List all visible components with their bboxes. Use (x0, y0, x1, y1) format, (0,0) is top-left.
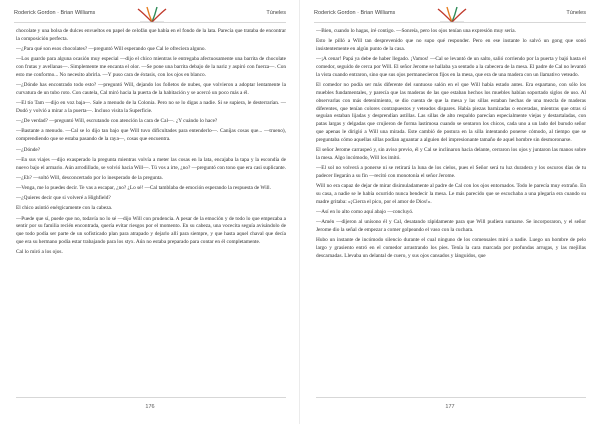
page-number: 177 (445, 404, 455, 410)
paragraph: —¿Dónde has encontrado todo esto? —preguntó Will, dejando los folletos de nubes, que volvieron a adoptar lentamente la curvatura de un tubo roto. Con cautela, Cal miró hacia la puerta de la habitación y se acercó un poco más a él. (16, 82, 286, 96)
paragraph: Will no era capaz de dejar de mirar disimuladamente al padre de Cal con los ojos entornados. Todo le parecía muy extraño. En su casa, a nadie se le había ocurrido nunca bendecir la mesa. Le más parecido que se escuchaba a una plegaria era cuando su madre gritaba: «¡Cierra el pico, por el amor de Dios!». (316, 183, 586, 205)
paragraph: —¡A cenar! Papá ya debe de haber llegado. ¡Vamos! —Cal se levantó de un salto, salió corriendo por la puerta y bajó hasta el comedor, seguido de cerca por Will. El señor Jerome se hallaba ya sentado a la cabecera de la mesa. El padre de Cal no levantó la vista cuando entraron, sino que sus ojos permanecieron fijos en la mesa, que era de una madera con un llamativo veteado. (316, 56, 586, 78)
page-number: 176 (145, 404, 155, 410)
header-author: Roderick Gordon · Brian Williams (14, 10, 96, 16)
paragraph: —El tío Tam —dijo en voz baja—. Sale a menudo de la Colonia. Pero no se lo digas a nadie. Si se supiera, le desterrarían. —Dudó y volvió a mirar a la puerta—. Incluso visita la Superficie. (16, 100, 286, 115)
right-page-text (316, 28, 586, 388)
header-title: Túneles (566, 10, 586, 16)
paragraph: —En sus viajes —dijo exasperado la pregunta mientras volvía a meter las cosas en la lata, encajaba la tapa y la escondía de nuevo bajo el armario. Aún arrodillado, se volvió hacia Will—. Tú vos a irte, ¿no? —preguntó con tono que era casi suplicante. (16, 156, 286, 171)
paragraph: —Amén —dijeron al unísono él y Cal, desatando rápidamente para que Will pudiera sumarse. Se incorporaron, y el señor Jerome dio la señal de empezar a comer golpeando el vaso con la cuchara. (316, 219, 586, 234)
paragraph: Esto le pilló a Will tan desprevenido que no supo qué responder. Pero en ese instante lo salvó un gong que sonó insistentemente en algún punto de la casa. (316, 38, 586, 53)
paragraph: —Bastante a menudo. —Cal se lo dijo tan bajo que Will tuvo dificultades para entenderlo—. Caníjas cosas que... —trueno), comprendiendo que se estaba pasando de la raya—, cosas que encuentra. (16, 128, 286, 143)
paragraph: El señor Jerome carraspeó y, sin aviso previo, él y Cal se inclinaron hacia delante, cerraron los ojos y juntaron las manos sobre la mesa. Algo incómodo, Will los imitó. (316, 147, 586, 161)
paragraph: —¿Dónde? (16, 146, 41, 153)
paragraph: —Bien, cuando lo hagas, iré contigo. —Sonreía, pero los ojos tenían una expresión muy seria. (316, 28, 516, 34)
paragraph: —Puede que sí, puede que no, todavía no lo sé —dijo Will con prudencia. A pesar de la emoción y de todo lo que empezaba a sentir por su familia recién encontrada, quería evitar riesgos por el momento. En su cabeza, una vocecita seguía avisándolo de que todo podía ser parte de un sofisticado plan para atrapado y dejarlo allí para siempre, y que hasta aquel chaval que decía que era su hermano podía estar trabajando para los styx. Aún no estaba preparado para contar en él completamente. (16, 215, 286, 246)
paragraph: —¿Eh? —soltó Will, desconcertado por lo inesperado de la pregunta. (16, 174, 163, 181)
paragraph: —¿Para qué son esos chocolates? —preguntó Will esperando que Cal le ofreciera alguno. (16, 46, 206, 53)
header-author: Roderick Gordon · Brian Williams (314, 10, 396, 16)
header-title: Túneles (266, 10, 286, 16)
paragraph: —El sol no volverá a ponerse ni se retirará la luna de los cielos, pues el Señor será tu luz duradera y los oscuros días de tu padecer llegarán a su fin —recitó con monotonía el señor Jerome. (316, 165, 586, 180)
paragraph: —Venga, me lo puedes decir. Te vas a escapar, ¿no? ¿Lo sé! —Cal tamblaba de emoción esperando la respuesta de Will. (16, 184, 271, 191)
footer-rule (16, 397, 286, 398)
paragraph: El chico asintió enérgicamente con la cabeza. (16, 205, 113, 212)
right-page (300, 0, 600, 424)
left-page-header (14, 6, 286, 24)
paragraph: Cal lo miró a los ojos. (16, 249, 63, 256)
paragraph: —Los guardo para alguna ocasión muy especial —dijo el chico mientras le entregaba afectuosamente una barrita de chocolate con frutas y avellanas—. Simplemente me encanta el olor. —Se pone una barrita debajo de la nariz y aspiró con fuerza—. Con esto me conformo... No necesito abrirla. —Y puso cara de éxtasis, con los ojos en blanco. (16, 56, 286, 78)
footer-rule (316, 397, 586, 398)
left-page-text (16, 28, 286, 388)
paragraph: El comedor no podía ser más diferente del suntuoso salón en el que Will había estado antes. Era espartano, con sólo los muebles fundamentales, y parecía que las maderas de las que estaban hechos los muebles habían soportado siglos de uso. Al observarlas con más detenimiento, se dio cuenta de que la mesa y las sillas estaban hechas de una mezcla de maderas diferentes, que tenían colores contrapuestos y veteados dispares. Había piezas barnizadas o enceradas, mientras que otras sí seguían estaban lijadas y desprendían astillas. Las sillas de alto respaldo parecían especialmente viejas y destartaladas, con patas largas y delgadas que crujieron de forma lastimosa cuando se sentaron los chicos, cada uno a un lado del burudo señor que apenas le dirigió a Will una mirada. Este cambió de postura en la silla intentando ponerse cómodo, al tiempo que se preguntaba cómo aquellas sillas podían aguantar a alguien del impresionante tamaño de aquel hombre sin desmoronarse. (316, 82, 586, 143)
paragraph: —Así en lo alto como aquí abajo —concluyó. (316, 209, 414, 216)
paragraph: chocolate y una bolsa de dulces envueltos en papel de celofán que había en el fondo de la lata. Parecía que trataba de encontrar la composición perfecta. (16, 28, 286, 42)
header-rule (14, 22, 286, 23)
paragraph: —¿De verdad? —preguntó Will, escrutando con atención la cara de Cal—. ¿Y cuándo lo hace? (16, 118, 218, 125)
right-page-header (314, 6, 586, 24)
paragraph: Hubo un instante de incómodo silencio durante el cual ninguno de los comensales miró a nadie. Luego un hombre de pelo largo y grasiento entró en el comedor arrastrando los pies. Tenía la cara marcada por profundas arrugas, y las mejillas descarnadas. Llevaba un delantal de cuero, y sus ojos cansados y lánguidos, que (316, 237, 586, 260)
header-rule (314, 22, 586, 23)
paragraph: —¿Quieres decir que si volveré a Highfield? (16, 195, 111, 202)
